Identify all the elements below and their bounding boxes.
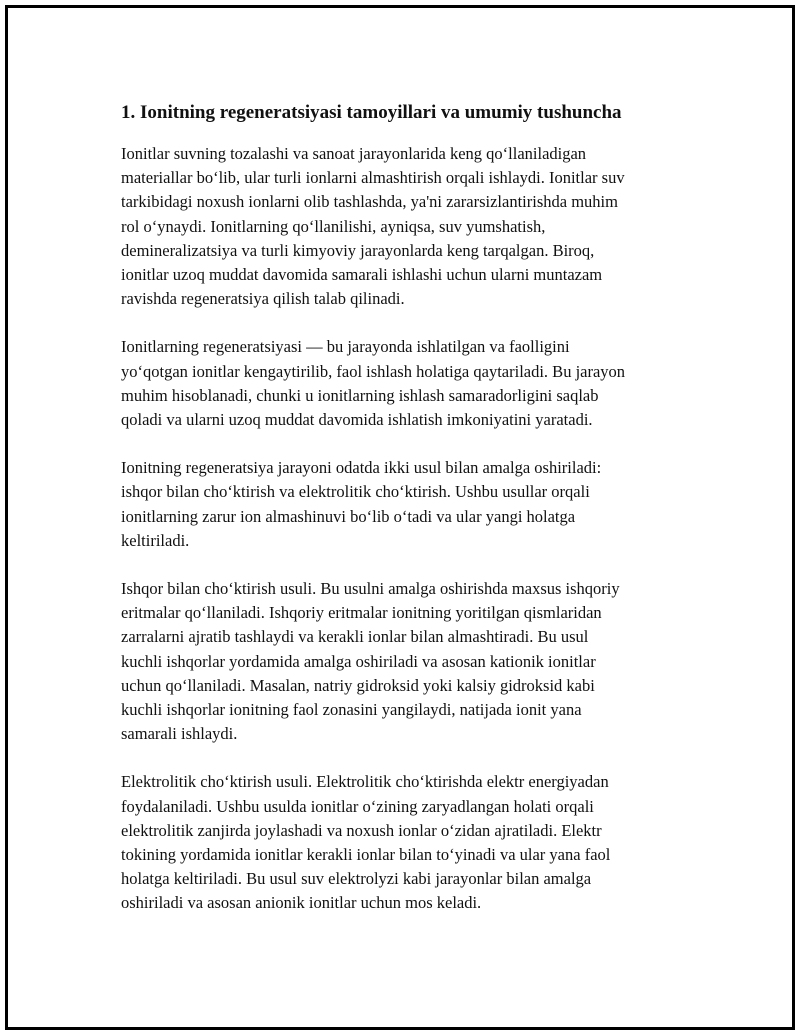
paragraph-regeneratsiya-methods: Ionitning regeneratsiya jarayoni odatda ikki usul bilan amalga oshiriladi: ishqor bilan cho‘ktirish va elektrolitik cho‘ktirish. Ushbu usullar orqali ionitlarning zarur ion almashinuvi bo‘lib o‘tadi va ular yangi holatga keltiriladi. (121, 458, 602, 550)
paragraph-elektrolitik-method: Elektrolitik cho‘ktirish usuli. Elektrolitik cho‘ktirishda elektr energiyadan foydalaniladi. Ushbu usulda ionitlar o‘zining zaryadlangan holati orqali elektrolitik zanjirda joylashadi va noxush ionlar o‘zidan ajratiladi. Elektr tokining yordamida ionitlar kerakli ionlar bilan to‘yinadi va ular yana faol holatga keltiriladi. Bu usul suv elektrolyzi kabi jarayonlar bilan amalga oshiriladi va asosan anionik ionitlar uchun mos keladi. (121, 772, 611, 913)
paragraph-ishqor-method: Ishqor bilan cho‘ktirish usuli. Bu usulni amalga oshirishda maxsus ishqoriy eritmalar qo‘llaniladi. Ishqoriy eritmalar ionitning yoritilgan qismlaridan zarralarni ajratib tashlaydi va kerakli ionlar bilan almashtiradi. Bu usul kuchli ishqorlar yordamida amalga oshiriladi va asosan kationik ionitlar uchun qo‘llaniladi. Masalan, natriy gidroksid yoki kalsiy gidroksid kabi kuchli ishqorlar ionitning faol zonasini yangilaydi, natijada ionit yana samarali ishlaydi. (121, 579, 620, 744)
section-heading: 1. Ionitning regeneratsiyasi tamoyillari va umumiy tushuncha (121, 102, 622, 123)
document-body (121, 100, 681, 940)
paragraph-regeneratsiya-definition: Ionitlarning regeneratsiyasi — bu jarayonda ishlatilgan va faolligini yo‘qotgan ionitlar kengaytirilib, faol ishlash holatiga qaytariladi. Bu jarayon muhim hisoblanadi, chunki u ionitlarning ishlash samaradorligini saqlab qoladi va ularni uzoq muddat davomida ishlatish imkoniyatini yaratadi. (121, 337, 626, 430)
page-frame (5, 5, 795, 1030)
paragraph-ionitlar-intro: Ionitlar suvning tozalashi va sanoat jarayonlarida keng qo‘llaniladigan materiallar bo‘lib, ular turli ionlarni almashtirish orqali ishlaydi. Ionitlar suv tarkibidagi noxush ionlarni olib tashlashda, ya'ni zararsizlantirishda muhim rol o‘ynaydi. Ionitlarning qo‘llanilishi, ayniqsa, suv yumshatish, demineralizatsiya va turli kimyoviy jarayonlarda keng tarqalgan. Biroq, ionitlar uzoq muddat davomida samarali ishlashi uchun ularni muntazam ravishda regeneratsiya qilish talab qilinadi. (121, 144, 625, 309)
